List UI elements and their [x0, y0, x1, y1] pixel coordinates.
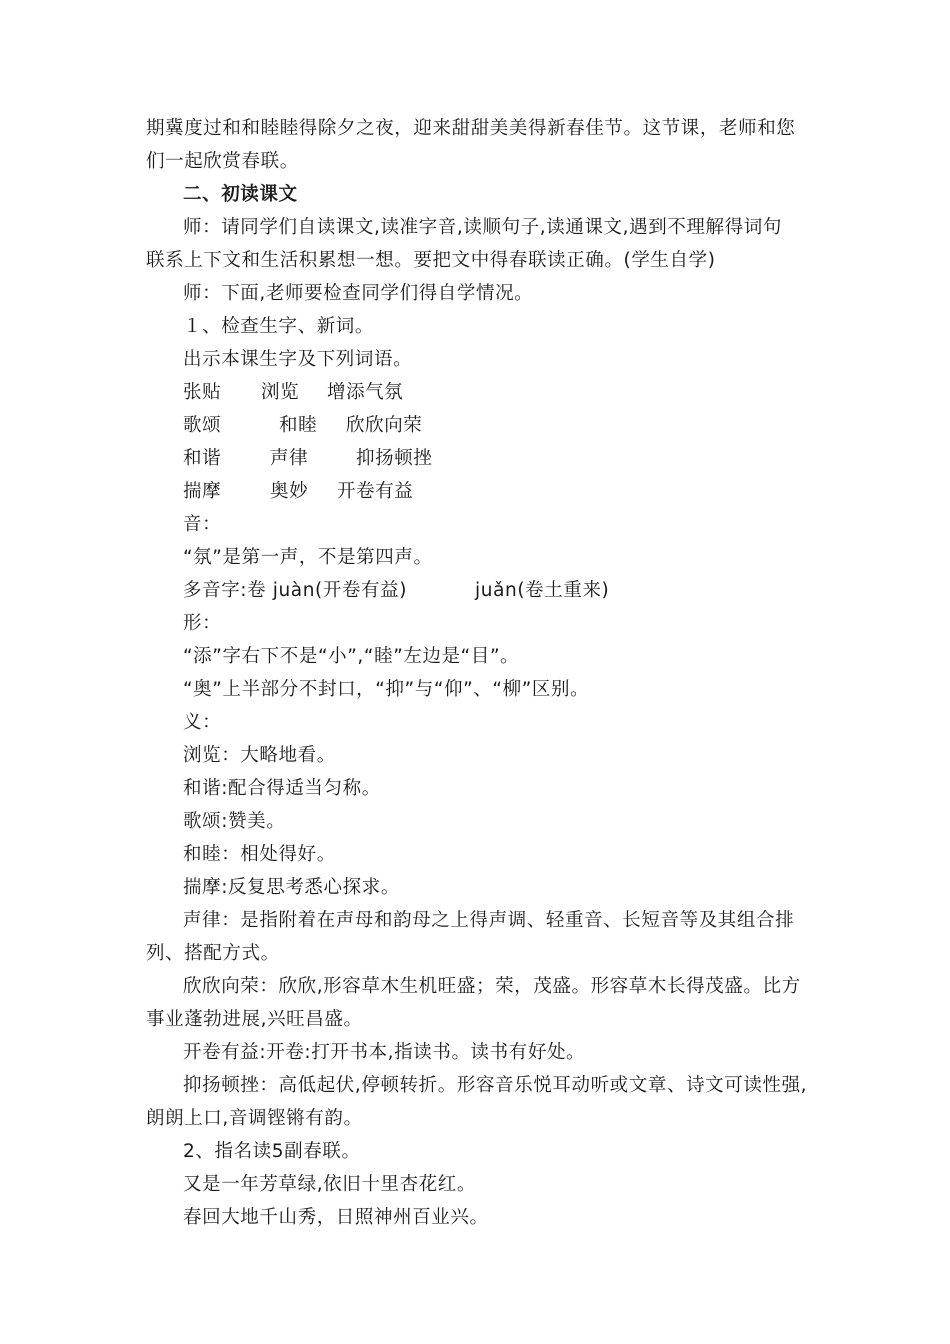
meaning-yiyang-line2: 朗朗上口,音调铿锵有韵。 [146, 1108, 363, 1129]
word-cell: 浏览 [261, 382, 300, 403]
word-cell: 抑扬顿挫 [356, 448, 433, 469]
polyphone-note-second: juǎn(卷土重来) [475, 580, 610, 601]
meaning-item: 和谐:配合得适当匀称。 [183, 778, 381, 799]
meaning-item: 和睦：相处得好。 [183, 844, 336, 865]
section-heading-first-reading: 二、初读课文 [183, 184, 298, 205]
meaning-heading: 义： [183, 712, 222, 733]
meaning-kaijuan: 开卷有益:开卷:打开书本,指读书。读书有好处。 [183, 1042, 586, 1063]
meaning-shenglv-line1: 声律：是指附着在声母和韵母之上得声调、轻重音、长短音等及其组合排 [183, 910, 795, 931]
reading-heading: 2、指名读5副春联。 [183, 1141, 361, 1162]
step-check-words: １、检查生字、新词。 [183, 316, 375, 337]
sound-heading: 音： [183, 514, 222, 535]
meaning-xinxin-line2: 事业蓬勃进展,兴旺昌盛。 [146, 1009, 363, 1030]
meaning-yiyang-line1: 抑扬顿挫：高低起伏,停顿转折。形容音乐悦耳动听或文章、诗文可读性强, [183, 1075, 808, 1096]
meaning-item: 揣摩:反复思考悉心探求。 [183, 877, 400, 898]
meaning-shenglv-line2: 列、搭配方式。 [146, 943, 280, 964]
word-cell: 声律 [270, 448, 309, 469]
meaning-xinxin-line1: 欣欣向荣：欣欣,形容草木生机旺盛；荣，茂盛。形容草木长得茂盛。比方 [183, 976, 801, 997]
polyphone-note: 多音字:卷 juàn(开卷有益) [183, 580, 408, 601]
meaning-item: 歌颂:赞美。 [183, 811, 286, 832]
couplet-line: 春回大地千山秀，日照神州百业兴。 [183, 1207, 489, 1228]
paragraph-teacher-instruction-line1: 师：请同学们自读课文,读准字音,读顺句子,读通课文,遇到不理解得词句 [183, 217, 782, 238]
shape-note-2: “奥”上半部分不封口，“抑”与“仰”、“柳”区别。 [183, 679, 590, 700]
sound-note: “氛”是第一声，不是第四声。 [183, 547, 433, 568]
word-cell: 张贴 [183, 382, 222, 403]
word-cell: 开卷有益 [337, 481, 414, 502]
word-cell: 欣欣向荣 [346, 415, 423, 436]
meaning-item: 浏览：大略地看。 [183, 745, 336, 766]
word-cell: 增添气氛 [327, 382, 404, 403]
paragraph-teacher-instruction-line2: 联系上下文和生活积累想一想。要把文中得春联读正确。(学生自学) [146, 250, 716, 271]
paragraph-intro-line2: 们一起欣赏春联。 [146, 151, 299, 172]
paragraph-show-words: 出示本课生字及下列词语。 [183, 349, 413, 370]
word-cell: 和谐 [183, 448, 222, 469]
word-cell: 歌颂 [183, 415, 222, 436]
shape-heading: 形： [183, 613, 222, 634]
couplet-line: 又是一年芳草绿,依旧十里杏花红。 [183, 1174, 476, 1195]
paragraph-teacher-check: 师：下面,老师要检查同学们得自学情况。 [183, 283, 534, 304]
word-cell: 奥妙 [270, 481, 309, 502]
word-cell: 和睦 [279, 415, 318, 436]
paragraph-intro-line1: 期冀度过和和睦睦得除夕之夜，迎来甜甜美美得新春佳节。这节课，老师和您 [146, 118, 796, 139]
shape-note-1: “添”字右下不是“小”,“睦”左边是“目”。 [183, 646, 520, 667]
word-cell: 揣摩 [183, 481, 222, 502]
